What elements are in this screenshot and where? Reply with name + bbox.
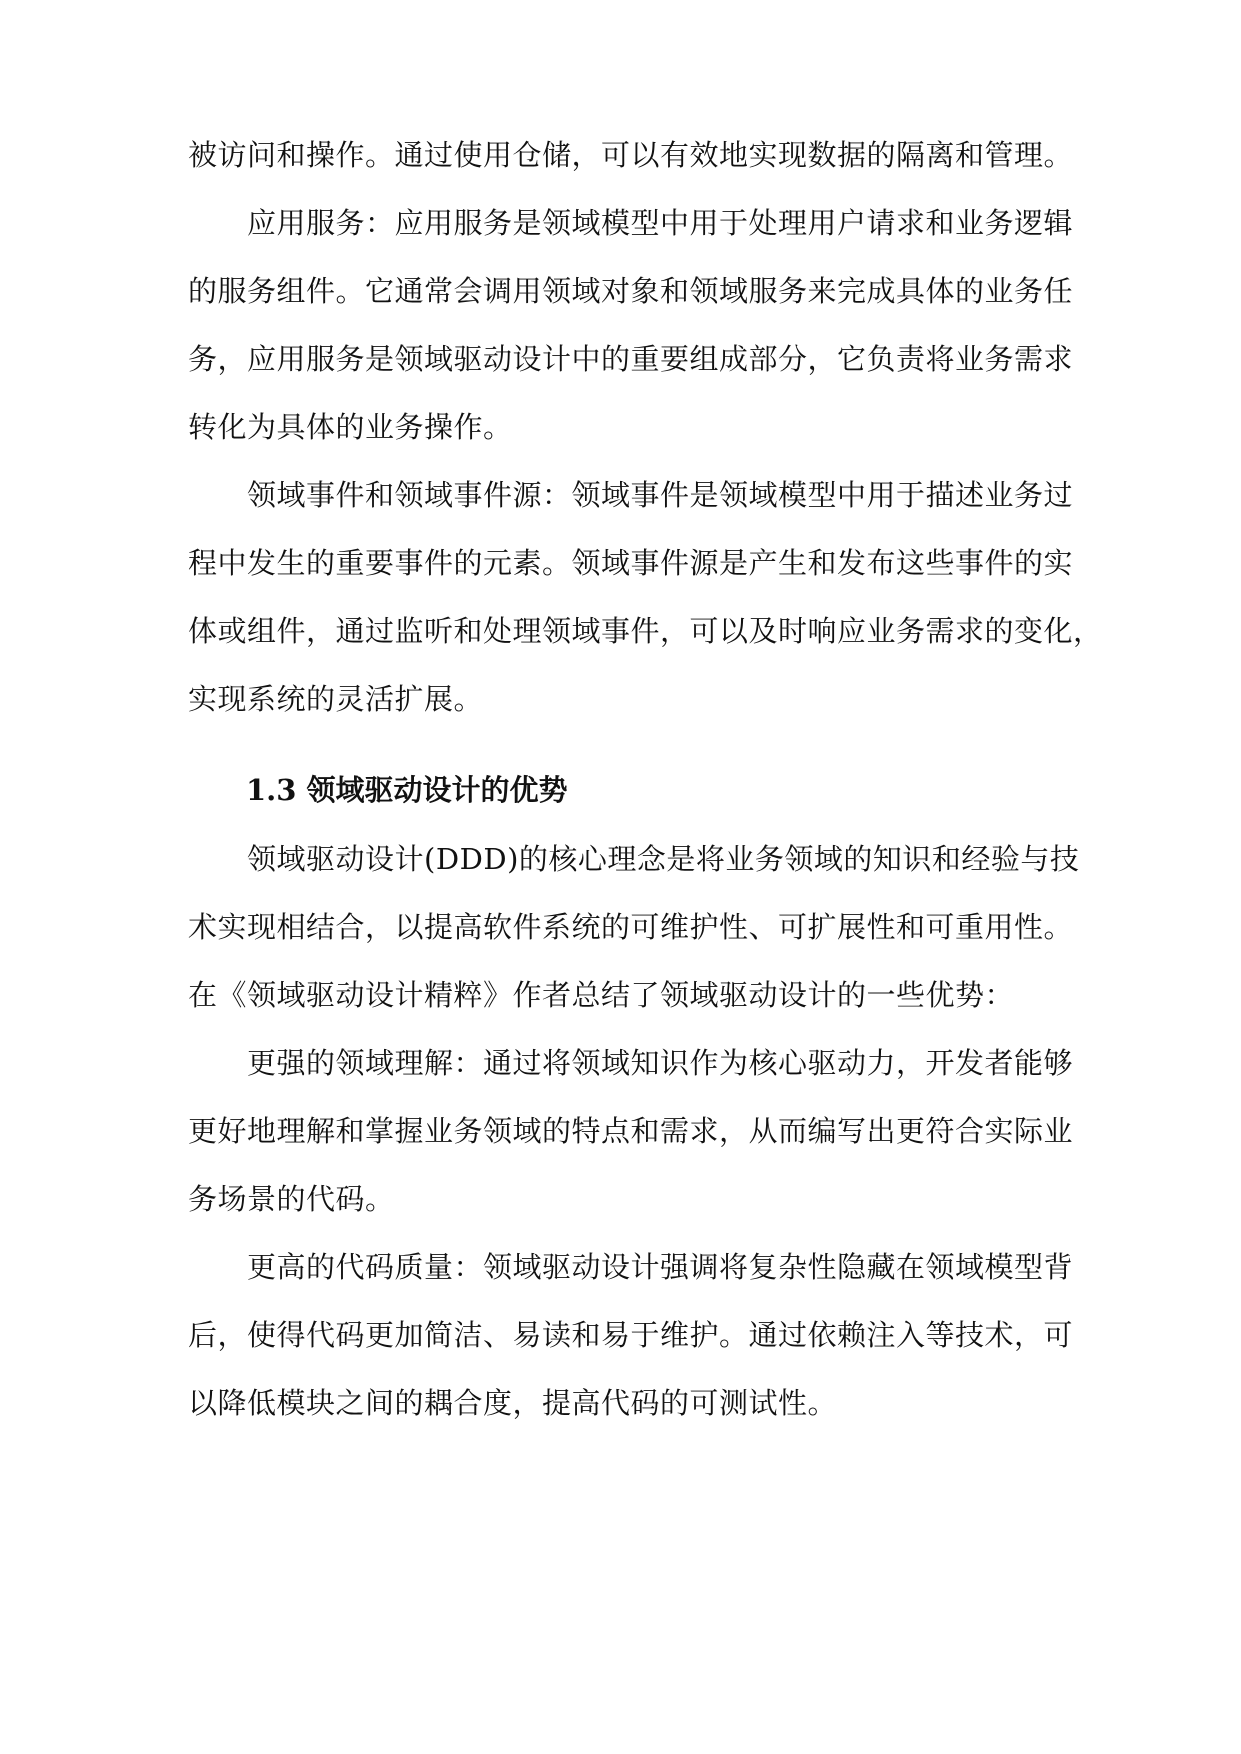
text-line: 领域驱动设计(DDD)的核心理念是将业务领域的知识和经验与技 <box>188 842 1080 876</box>
text-line: 的服务组件。它通常会调用领域对象和领域服务来完成具体的业务任 <box>188 274 1074 308</box>
paragraph-domain-events <box>188 466 1103 728</box>
text-line: 应用服务：应用服务是领域模型中用于处理用户请求和业务逻辑 <box>188 206 1074 240</box>
paragraph-repository-end <box>188 126 1074 184</box>
text-line: 更强的领域理解：通过将领域知识作为核心驱动力，开发者能够 <box>188 1046 1074 1080</box>
text-line: 务，应用服务是领域驱动设计中的重要组成部分，它负责将业务需求 <box>188 342 1074 376</box>
text-line: 务场景的代码。 <box>188 1182 395 1216</box>
text-line: 在《领域驱动设计精粹》作者总结了领域驱动设计的一些优势： <box>188 978 1015 1012</box>
text-line: 以降低模块之间的耦合度，提高代码的可测试性。 <box>188 1386 838 1420</box>
text-line: 程中发生的重要事件的元素。领域事件源是产生和发布这些事件的实 <box>188 546 1074 580</box>
text-line: 术实现相结合，以提高软件系统的可维护性、可扩展性和可重用性。 <box>188 910 1074 944</box>
text-line: 后，使得代码更加简洁、易读和易于维护。通过依赖注入等技术，可 <box>188 1318 1074 1352</box>
section-heading: 1.3 领域驱动设计的优势 <box>246 773 568 807</box>
text-line: 转化为具体的业务操作。 <box>188 410 513 444</box>
paragraph-code-quality <box>188 1238 1074 1432</box>
text-line: 更高的代码质量：领域驱动设计强调将复杂性隐藏在领域模型背 <box>188 1250 1074 1284</box>
paragraph-application-service <box>188 194 1074 456</box>
text-line: 实现系统的灵活扩展。 <box>188 682 484 716</box>
text-line: 领域事件和领域事件源：领域事件是领域模型中用于描述业务过 <box>188 478 1074 512</box>
text-line: 体或组件，通过监听和处理领域事件，可以及时响应业务需求的变化， <box>188 614 1103 648</box>
text-line: 更好地理解和掌握业务领域的特点和需求，从而编写出更符合实际业 <box>188 1114 1074 1148</box>
text-line: 被访问和操作。通过使用仓储，可以有效地实现数据的隔离和管理。 <box>188 138 1074 172</box>
paragraph-ddd-intro <box>188 830 1080 1024</box>
paragraph-domain-understanding <box>188 1034 1074 1228</box>
